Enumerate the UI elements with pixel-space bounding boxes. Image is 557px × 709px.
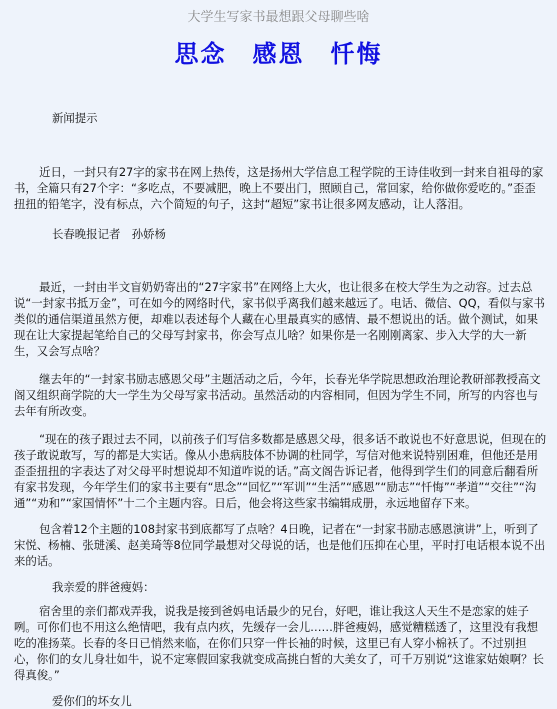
- letter-paragraph: 宿舍里的亲们都戏弄我，说我是接到爸妈电话最少的兄台，好吧，谁让我这人天生不是恋家的娃子咧。可你们也不用这么绝情吧，我有点内疚，先缓存一会儿……胖爸瘦妈，感觉糟糕透了，这里没有我想吃的准扬菜。长春的冬日已悄然来临，在你们只穿一件长袖的时候，这里已有人穿小棉袄了。不过别担心，你们的女儿身壮如牛，说不定寒假回家我就变成高挑白皙的大美女了，可千万别说“这谁家姑娘啊？长得真俊。”: [14, 604, 544, 682]
- page-title: 思念 感恩 忏悔: [174, 40, 383, 68]
- byline: 长春晚报记者 孙娇杨: [52, 227, 166, 241]
- paragraph-4: “现在的孩子跟过去不同，以前孩子们写信多数都是感恩父母，很多话不敢说也不好意思说，但现在的孩子敢说敢写，写的都是大实话。像从小患病肢体不协调的杜同学，写信对他来说特别困难，但他还是用歪歪扭扭的字表达了对父母平时想说却不知道咋说的话。”高文阁告诉记者，他得到学生们的同意后翻看所有家书发现，今年学生们的家书主要有“思念”“回忆”“军训”“生活”“感恩”“励志”“忏悔”“孝道”“交往”“沟通”“劝和”“家国情怀”十二个主题内容。日后，他会将这些家书编辑成册，永远地留存下来。: [14, 432, 547, 510]
- page-subtitle: 大学生写家书最想跟父母聊些啥: [187, 10, 370, 25]
- intro-paragraph: 近日，一封只有27字的家书在网上热传，这是扬州大学信息工程学院的王诗佳收到一封来自祖母的家书，全篇只有27个字：“多吃点，不要减肥，晚上不要出门，照顾自己，常回家，给你做你爱吃的。”歪歪扭扭的铅笔字，没有标点，六个简短的句子，这封“超短”家书让很多网友感动，让人落泪。: [14, 165, 544, 211]
- news-label: 新闻提示: [52, 111, 98, 125]
- paragraph-2: 最近，一封由半文盲奶奶寄出的“27字家书”在网络上大火，也让很多在校大学生为之动容。过去总说“一封家书抵万金”，可在如今的网络时代，家书似乎离我们越来越远了。电话、微信、QQ，看似与家书类似的通信渠道虽然方便，却难以表述每个人藏在心里最真实的感情、最不想说出的话。做个测试，如果现在让大家提起笔给自己的父母写封家书，你会写点儿啥？如果你是一名刚刚离家、步入大学的大一新生，又会写点啥？: [14, 280, 545, 358]
- paragraph-5: 包含着12个主题的108封家书到底都写了点啥？4日晚，记者在“一封家书励志感恩演讲”上，听到了宋悦、杨楠、张琎溪、赵美琦等8位同学最想对父母说的话，也是他们压抑在心里，平时打电话根本说不出来的话。: [14, 522, 546, 568]
- paragraph-3: 继去年的“一封家书励志感恩父母”主题活动之后，今年，长春光华学院思想政治理论教研部教授高文阁又组织商学院的大一学生为父母写家书活动。虽然活动的内容相同，但因为学生不同，所写的内容也与去年有所改变。: [14, 372, 541, 418]
- article-body: [14, 110, 547, 709]
- letter-closing: 爱你们的坏女儿: [52, 694, 132, 708]
- letter-greeting: 我亲爱的胖爸瘦妈：: [52, 580, 155, 594]
